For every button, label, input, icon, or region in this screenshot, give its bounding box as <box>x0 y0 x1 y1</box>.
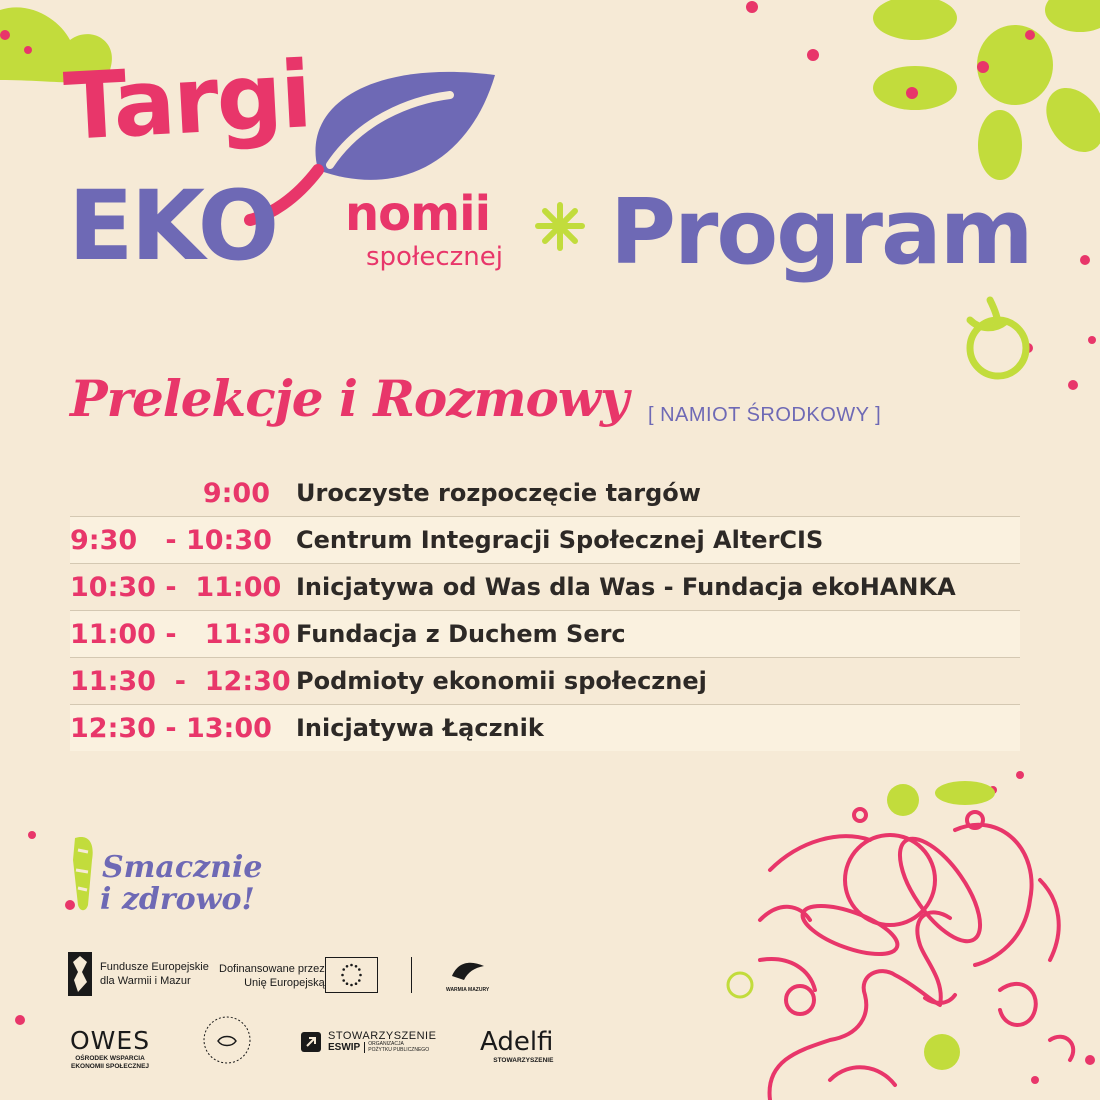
schedule-event: Uroczyste rozpoczęcie targów <box>296 479 701 507</box>
fe-logo <box>68 952 209 996</box>
eswip-logo <box>300 1030 436 1053</box>
page-title: Program <box>610 180 1032 285</box>
eu-line1: Dofinansowane przez <box>219 963 325 975</box>
lacznik-logo <box>202 1015 252 1065</box>
logo-word-targi: Targi <box>61 41 313 161</box>
adelfi-sub: STOWARZYSZENIE <box>493 1057 554 1064</box>
fe-line2: dla Warmii i Mazur <box>100 975 191 987</box>
logo-word-eko: EKO <box>68 170 277 282</box>
schedule-row <box>70 611 1020 658</box>
schedule-time: 10:30 - 11:00 <box>70 571 282 603</box>
divider <box>411 957 412 993</box>
owes-sub1: OŚRODEK WSPARCIA <box>75 1055 145 1062</box>
adelfi-logo <box>480 1027 553 1064</box>
leaf-icon <box>315 72 495 180</box>
eu-text <box>219 962 325 991</box>
eswip-line2: ESWIP <box>328 1042 361 1053</box>
eswip-line1: STOWARZYSZENIE <box>328 1030 437 1042</box>
owes-title: OWES <box>70 1026 151 1055</box>
schedule-row <box>70 658 1020 705</box>
logo-word-spolecznej: społecznej <box>366 242 503 272</box>
schedule-time: 12:30 - 13:00 <box>70 712 272 744</box>
section-title: Prelekcje i Rozmowy <box>70 369 629 428</box>
tagline-line2: i zdrowo! <box>100 881 255 917</box>
schedule-row <box>70 517 1020 564</box>
adelfi-title: Adelfi <box>480 1027 554 1057</box>
eswip-line3: ORGANIZACJA <box>368 1041 404 1047</box>
lime-blob <box>978 110 1022 180</box>
lime-blob <box>873 0 957 40</box>
schedule-event: Fundacja z Duchem Serc <box>296 620 626 648</box>
schedule-time: 11:30 - 12:30 <box>70 665 291 697</box>
schedule-row <box>70 705 1020 751</box>
schedule-time: 9:30 - 10:30 <box>70 524 272 556</box>
tagline <box>102 852 262 915</box>
location-label: [ NAMIOT ŚRODKOWY ] <box>648 404 882 426</box>
eswip-line4: POŻYTKU PUBLICZNEGO <box>368 1046 430 1053</box>
logo-word-nomii: nomii <box>345 186 491 242</box>
lacznik-icon <box>202 1015 252 1065</box>
fe-star-icon <box>68 952 92 996</box>
veg-accents <box>728 781 995 1070</box>
schedule-event: Centrum Integracji Społecznej AlterCIS <box>296 526 824 554</box>
carrot-icon <box>73 837 93 910</box>
eu-line2: Unię Europejską <box>244 977 325 990</box>
schedule-event: Inicjatywa Łącznik <box>296 714 544 742</box>
warmia-mazury-icon <box>450 958 486 982</box>
warmia-mazury-logo <box>446 958 489 993</box>
eu-flag-icon <box>325 957 378 993</box>
head-illustration <box>760 809 1073 1100</box>
lime-blob <box>1045 0 1100 32</box>
owes-sub2: EKONOMII SPOŁECZNEJ <box>71 1062 150 1070</box>
schedule-event: Podmioty ekonomii społecznej <box>296 667 707 695</box>
lacznik-label <box>202 1015 203 1016</box>
owes-logo <box>70 1026 150 1071</box>
tomato-icon <box>970 300 1026 376</box>
schedule-table <box>70 470 1020 751</box>
sparkle-icon <box>538 205 582 248</box>
wm-label: WARMIA MAZURY <box>446 987 490 993</box>
tagline-line1: Smacznie <box>102 850 263 885</box>
eswip-arrow-icon <box>300 1031 322 1053</box>
schedule-time: 11:00 - 11:30 <box>70 618 291 650</box>
schedule-row <box>70 564 1020 611</box>
schedule-row <box>70 470 1020 517</box>
schedule-event: Inicjatywa od Was dla Was - Fundacja ekoHANKA <box>296 573 956 601</box>
fe-line1: Fundusze Europejskie <box>100 960 209 973</box>
schedule-time: 9:00 <box>202 477 270 509</box>
